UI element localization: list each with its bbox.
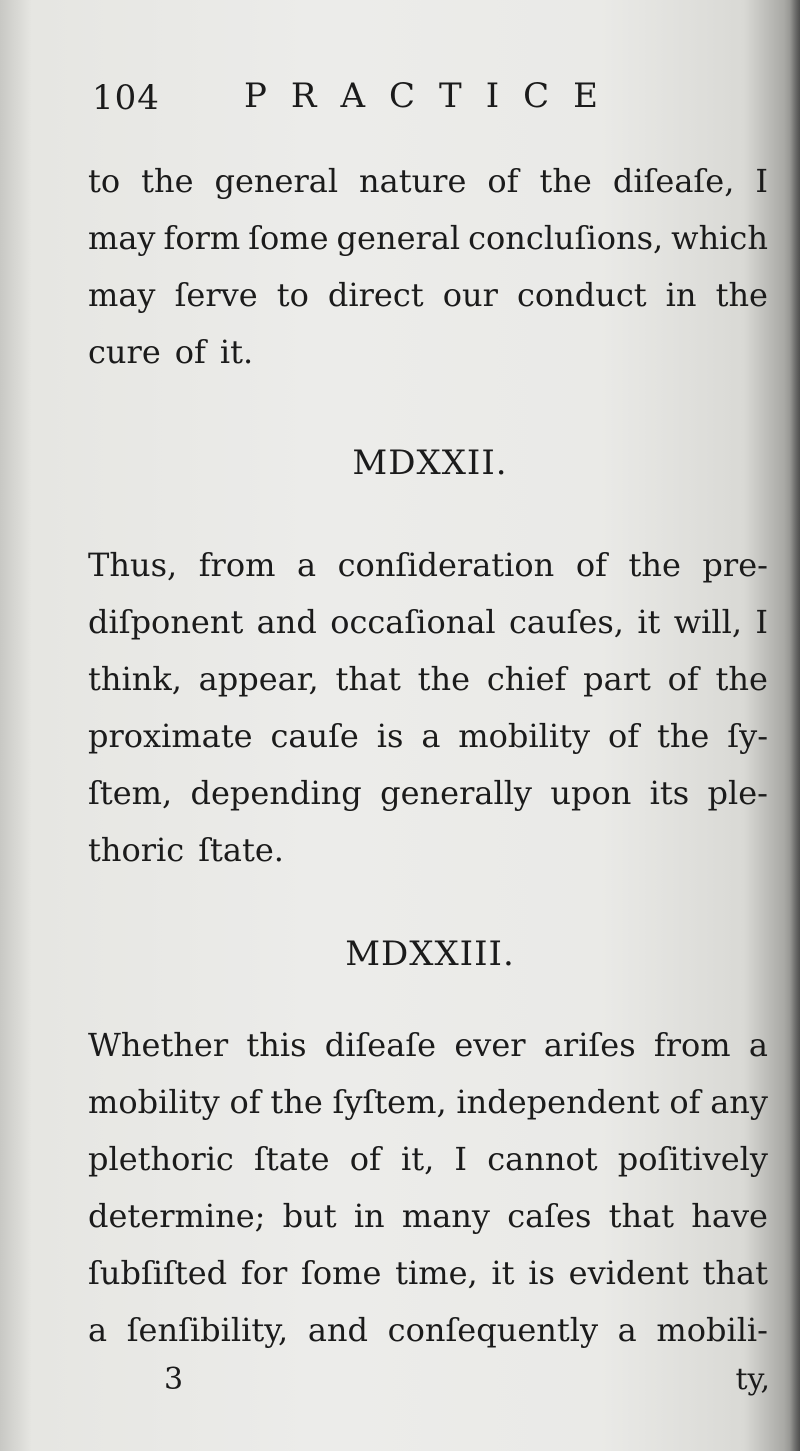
word: to <box>276 276 309 314</box>
word: conſideration <box>337 546 555 584</box>
word: of <box>229 1083 261 1121</box>
word: the <box>628 546 681 584</box>
word: direct <box>327 276 424 314</box>
word: I <box>755 603 768 641</box>
word: ſtate. <box>198 831 284 869</box>
text-line <box>88 267 768 324</box>
word: ſome <box>248 219 329 257</box>
text-line <box>88 765 768 822</box>
signature-mark: 3 <box>164 1362 184 1397</box>
word: in <box>353 1197 385 1235</box>
word: I <box>454 1140 468 1178</box>
word: the <box>715 660 768 698</box>
word: our <box>442 276 498 314</box>
word: its <box>649 774 690 812</box>
text-line <box>88 1017 768 1074</box>
word: proximate <box>88 717 253 755</box>
word: concluſions, <box>468 219 664 257</box>
word: nature <box>359 162 467 200</box>
text-line <box>88 537 768 594</box>
word: of <box>487 162 519 200</box>
word: the <box>715 276 768 314</box>
text-line <box>88 1131 768 1188</box>
word: this <box>246 1026 307 1064</box>
word: appear, <box>198 660 319 698</box>
section-heading-mdxxiii: MDXXIII. <box>345 934 515 974</box>
text-line <box>88 822 768 879</box>
word: ſome <box>301 1254 382 1292</box>
word: and <box>256 603 317 641</box>
continued-paragraph <box>88 153 768 381</box>
word: occaſional <box>330 603 496 641</box>
word: ſerve <box>174 276 258 314</box>
word: ſyſtem, <box>332 1083 447 1121</box>
catchword: ty, <box>735 1362 770 1397</box>
word: of <box>174 333 206 371</box>
word: from <box>198 546 276 584</box>
word: have <box>691 1197 768 1235</box>
page-header <box>92 70 712 130</box>
text-line <box>88 1074 768 1131</box>
word: of <box>349 1140 381 1178</box>
word: I <box>755 162 768 200</box>
word: the <box>539 162 592 200</box>
text-line <box>88 708 768 765</box>
word: of <box>667 660 699 698</box>
word: a <box>88 1311 108 1349</box>
word: conduct <box>516 276 647 314</box>
text-line <box>88 210 768 267</box>
word: that <box>335 660 401 698</box>
word: ſenſibility, <box>126 1311 289 1349</box>
word: thoric <box>88 831 185 869</box>
text-line <box>88 1245 768 1302</box>
word: which <box>671 219 768 257</box>
word: pre- <box>702 546 768 584</box>
word: Thus, <box>88 546 178 584</box>
word: mobili- <box>656 1311 768 1349</box>
word: of <box>607 717 640 755</box>
word: caſes <box>507 1197 592 1235</box>
word: diſponent <box>88 603 244 641</box>
word: mobility <box>458 717 591 755</box>
word: the <box>656 717 710 755</box>
word: from <box>653 1026 731 1064</box>
word: may <box>88 219 156 257</box>
word: evident <box>568 1254 689 1292</box>
word: plethoric <box>88 1140 234 1178</box>
running-head: PRACTICE <box>244 76 622 116</box>
word: form <box>163 219 241 257</box>
word: determine; <box>88 1197 266 1235</box>
word: chief <box>486 660 567 698</box>
word: but <box>282 1197 337 1235</box>
section-mdxxii-paragraph <box>88 537 768 879</box>
word: a <box>297 546 317 584</box>
word: it <box>491 1254 515 1292</box>
word: independent <box>456 1083 660 1121</box>
section-mdxxiii-paragraph <box>88 1017 768 1359</box>
word: cannot <box>487 1140 598 1178</box>
word: general <box>214 162 339 200</box>
word: ſy- <box>727 717 768 755</box>
word: generally <box>380 774 532 812</box>
word: to <box>88 162 121 200</box>
word: upon <box>550 774 632 812</box>
word: any <box>710 1083 768 1121</box>
word: of <box>575 546 607 584</box>
word: Whether <box>88 1026 229 1064</box>
text-line <box>88 324 768 381</box>
word: think, <box>88 660 182 698</box>
word: poſitively <box>617 1140 768 1178</box>
page-edge-shadow <box>790 0 800 1451</box>
word: in <box>665 276 697 314</box>
word: it. <box>219 333 254 371</box>
word: diſeaſe, <box>612 162 735 200</box>
word: diſeaſe <box>324 1026 437 1064</box>
text-line <box>88 594 768 651</box>
word: a <box>617 1311 637 1349</box>
word: of <box>669 1083 701 1121</box>
word: is <box>528 1254 555 1292</box>
word: and <box>307 1311 369 1349</box>
word: ever <box>454 1026 526 1064</box>
word: many <box>401 1197 490 1235</box>
text-line <box>88 651 768 708</box>
text-line <box>88 153 768 210</box>
word: depending <box>190 774 362 812</box>
text-line <box>88 1302 768 1359</box>
word: for <box>240 1254 288 1292</box>
word: time, <box>395 1254 478 1292</box>
word: may <box>88 276 156 314</box>
word: ſtem, <box>88 774 173 812</box>
word: is <box>376 717 404 755</box>
word: that <box>702 1254 768 1292</box>
page-footer <box>92 1362 792 1412</box>
word: the <box>141 162 194 200</box>
word: that <box>608 1197 675 1235</box>
word: ſtate <box>254 1140 330 1178</box>
word: a <box>748 1026 768 1064</box>
word: the <box>270 1083 323 1121</box>
word: cauſes, <box>508 603 624 641</box>
word: ariſes <box>543 1026 636 1064</box>
word: the <box>417 660 471 698</box>
word: ple- <box>707 774 768 812</box>
word: part <box>583 660 651 698</box>
word: cure <box>88 333 161 371</box>
word: conſequently <box>387 1311 599 1349</box>
section-heading-mdxxii: MDXXII. <box>352 443 508 483</box>
word: will, <box>673 603 743 641</box>
word: it <box>637 603 661 641</box>
word: general <box>336 219 461 257</box>
word: a <box>421 717 441 755</box>
text-line <box>88 1188 768 1245</box>
word: cauſe <box>270 717 359 755</box>
word: mobility <box>88 1083 220 1121</box>
page-number: 104 <box>92 78 160 118</box>
word: ſubſiſted <box>88 1254 228 1292</box>
word: it, <box>401 1140 435 1178</box>
